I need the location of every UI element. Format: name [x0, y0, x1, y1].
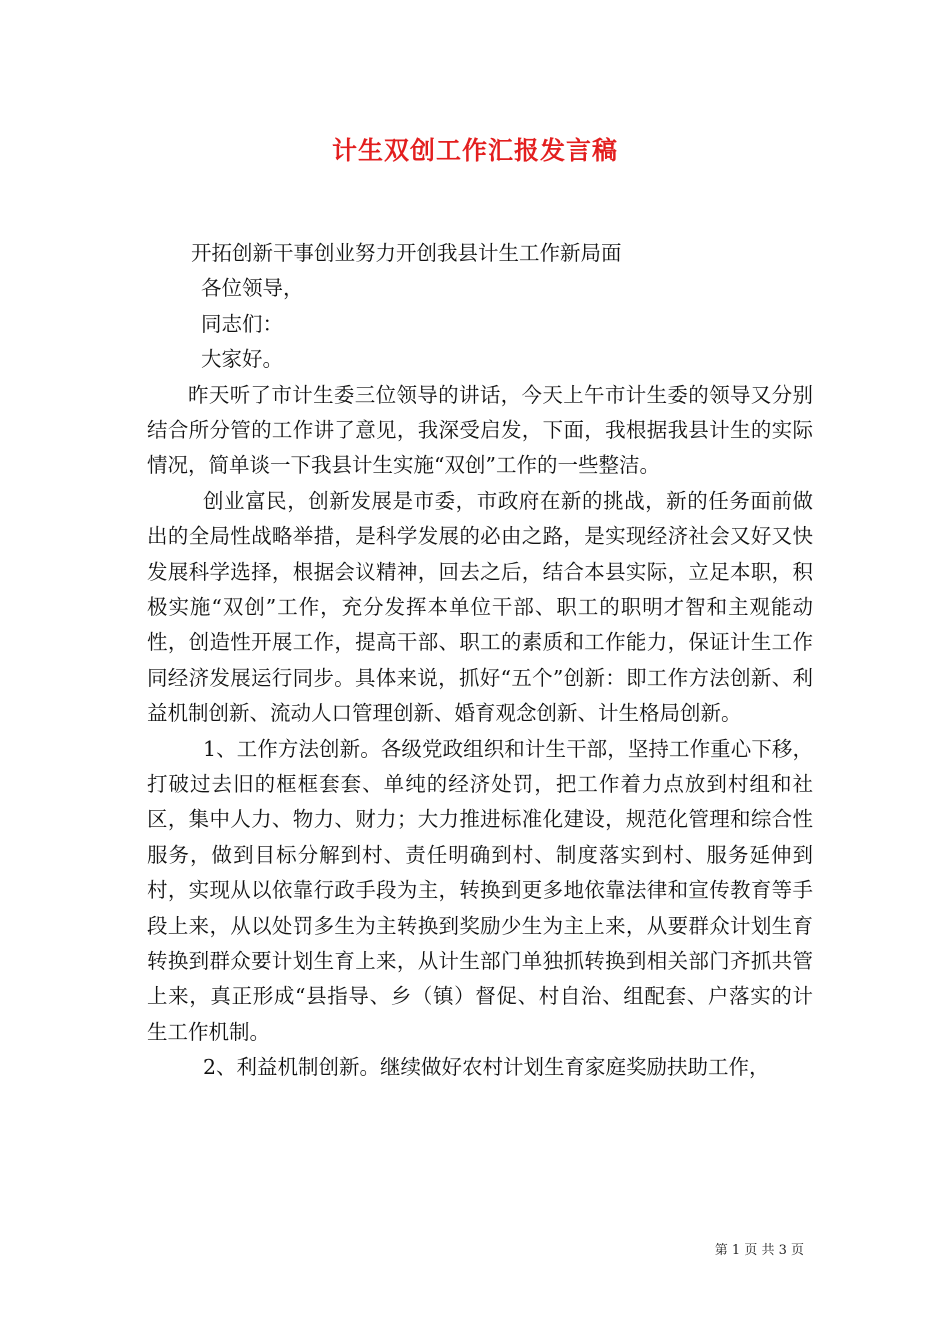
document-body — [147, 236, 813, 1086]
page-number: 第 1 页 共 3 页 — [714, 1243, 804, 1258]
paragraph — [147, 378, 813, 484]
paragraph-text: 创业富民，创新发展是市委，市政府在新的挑战，新的任务面前做出的全局性战略举措，是科学发展的必由之路，是实现经济社会又好又快发展科学选择，根据会议精神，回去之后，结合本县实际，立足本职，积极实施“双创”工作，充分发挥本单位干部、职工的职明才智和主观能动性，创造性开展工作，提高干部、职工的素质和工作能力，保证计生工作同经济发展运行同步。具体来说，抓好“五个”创新：即工作方法创新、利益机制创新、流动人口管理创新、婚育观念创新、计生格局创新。 — [147, 488, 813, 726]
paragraph-text: 1、工作方法创新。各级党政组织和计生干部，坚持工作重心下移，打破过去旧的框框套套、单纯的经济处罚，把工作着力点放到村组和社区，集中人力、物力、财力；大力推进标准化建设，规范化管理和综合性服务，做到目标分解到村、责任明确到村、制度落实到村、服务延伸到村，实现从以依靠行政手段为主，转换到更多地依靠法律和宣传教育等手段上来，从以处罚多生为主转换到奖励少生为主上来，从要群众计划生育转换到群众要计划生育上来，从计生部门单独抓转换到相关部门齐抓共管上来，真正形成“县指导、乡（镇）督促、村自治、组配套、户落实的计生工作机制。 — [147, 736, 813, 1044]
document-subtitle: 开拓创新干事创业努力开创我县计生工作新局面 — [191, 241, 622, 265]
greeting-comrades: 同志们： — [201, 311, 283, 336]
greeting-everyone: 大家好。 — [201, 347, 283, 372]
paragraph — [147, 1050, 813, 1085]
paragraph — [147, 732, 813, 1051]
document-title: 计生双创工作汇报发言稿 — [331, 136, 618, 165]
greeting-leaders: 各位领导， — [201, 276, 304, 301]
paragraph-text: 2、利益机制创新。继续做好农村计划生育家庭奖励扶助工作， — [203, 1055, 770, 1080]
paragraph-text: 昨天听了市计生委三位领导的讲话，今天上午市计生委的领导又分别结合所分管的工作讲了意见，我深受启发，下面，我根据我县计生的实际情况，简单谈一下我县计生实施“双创”工作的一些整洁。 — [147, 382, 813, 478]
paragraph — [147, 484, 813, 732]
